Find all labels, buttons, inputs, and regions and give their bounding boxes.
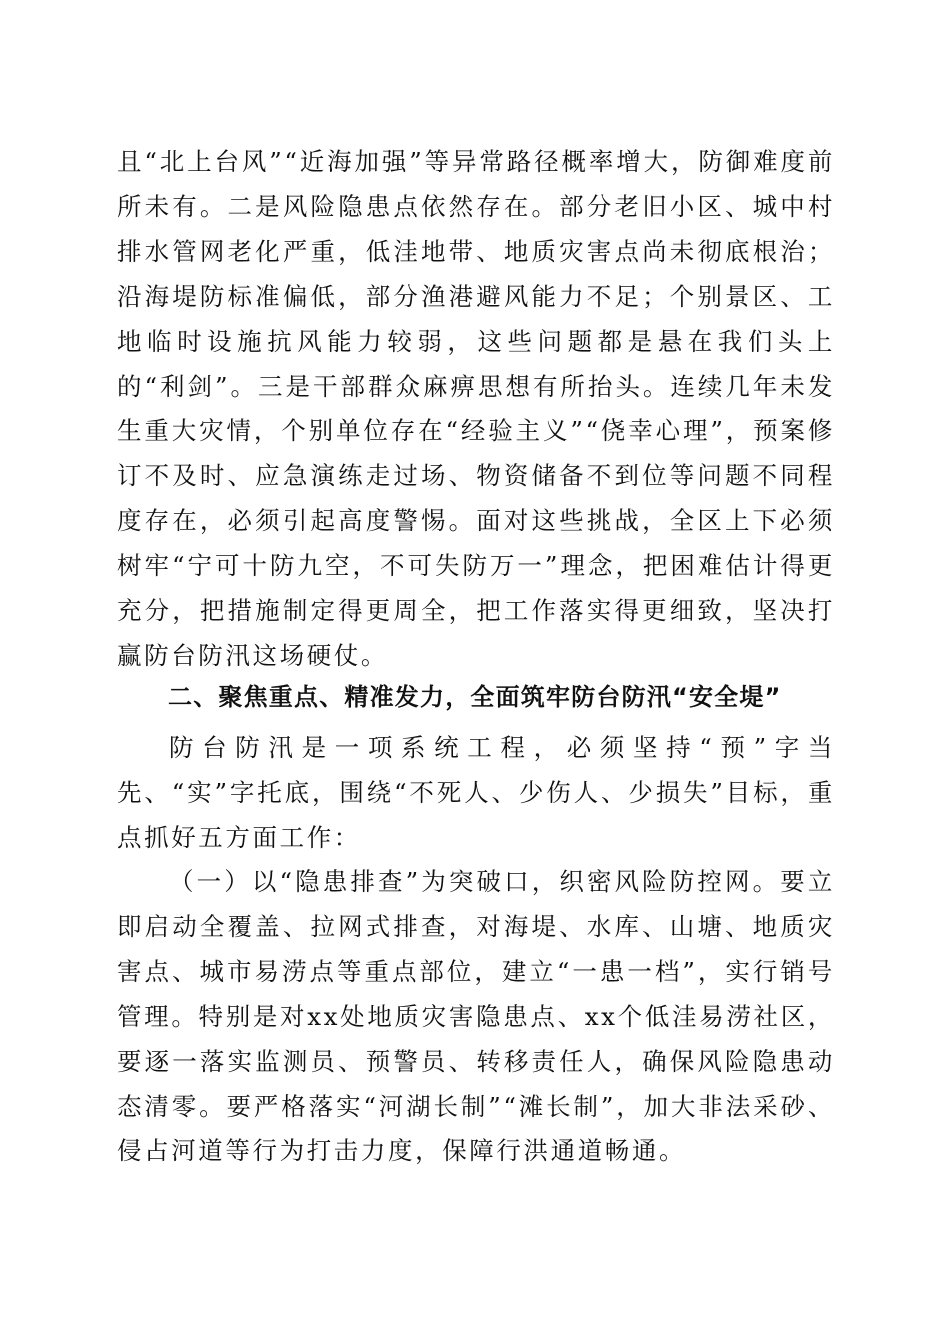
paragraph-intro: 防台防汛是一项系统工程，必须坚持“预”字当先、“实”字托底，围绕“不死人、少伤人、少损失”目标，重点抓好五方面工作： (117, 733, 835, 852)
paragraph-risk-analysis: 且“北上台风”“近海加强”等异常路径概率增大，防御难度前所未有。二是风险隐患点依然存在。部分老旧小区、城中村排水管网老化严重，低洼地带、地质灾害点尚未彻底根治；沿海堤防标准偏低，部分渔港避风能力不足；个别景区、工地临时设施抗风能力较弱，这些问题都是悬在我们头上的“利剑”。三是干部群众麻痹思想有所抬头。连续几年未发生重大灾情，个别单位存在“经验主义”“侥幸心理”，预案修订不及时、应急演练走过场、物资储备不到位等问题不同程度存在，必须引起高度警惕。面对这些挑战，全区上下必须树牢“宁可十防九空，不可失防万一”理念，把困难估计得更充分，把措施制定得更周全，把工作落实得更细致，坚决打赢防台防汛这场硬仗。 (117, 147, 835, 670)
section-heading: 二、聚焦重点、精准发力，全面筑牢防台防汛“安全堤” (168, 683, 782, 711)
paragraph-hazard-screening: （一）以“隐患排查”为突破口，织密风险防控网。要立即启动全覆盖、拉网式排查，对海堤、水库、山塘、地质灾害点、城市易涝点等重点部位，建立“一患一档”，实行销号管理。特别是对xx处地质灾害隐患点、xx个低洼易涝社区，要逐一落实监测员、预警员、转移责任人，确保风险隐患动态清零。要严格落实“河湖长制”“滩长制”，加大非法采砂、侵占河道等行为打击力度，保障行洪通道畅通。 (117, 867, 835, 1166)
